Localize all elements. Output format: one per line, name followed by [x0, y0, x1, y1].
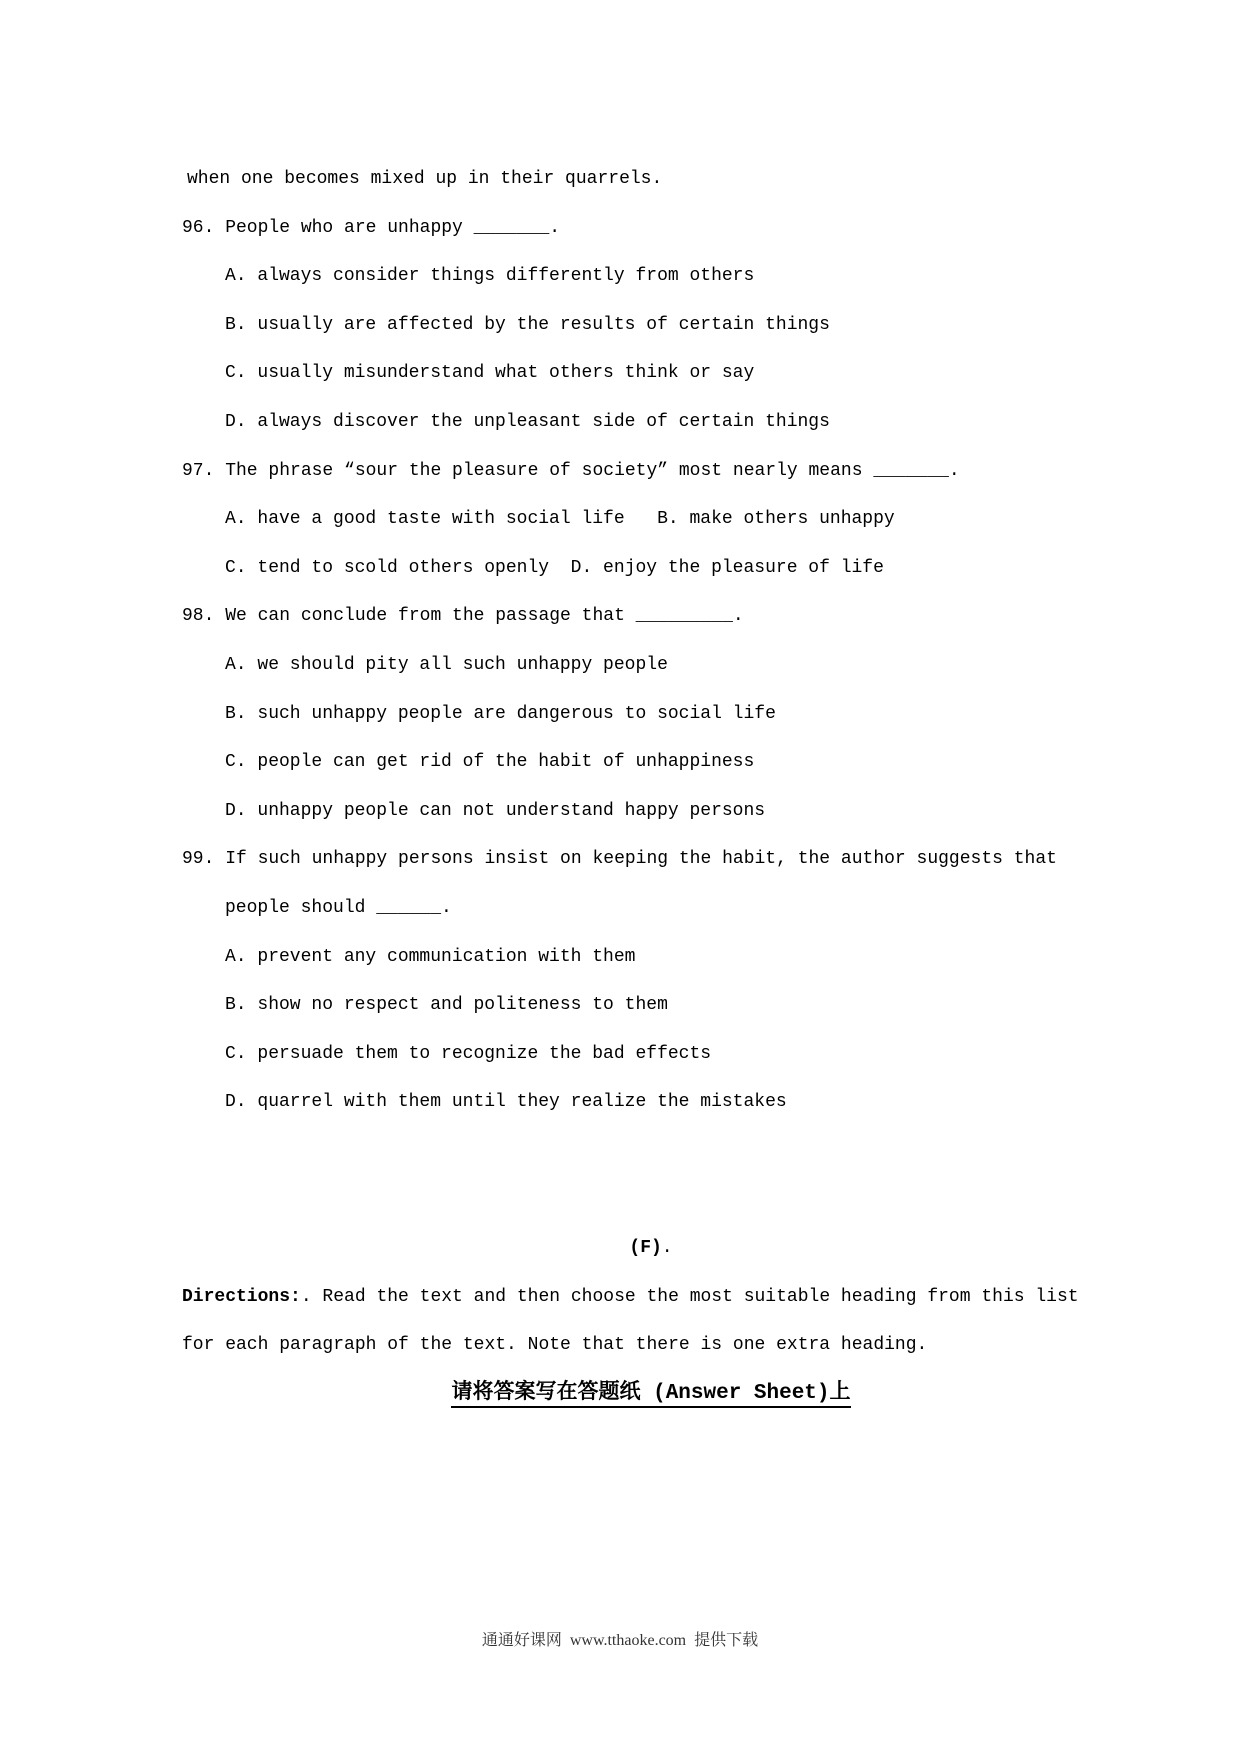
question-96-option-a: A. always consider things differently from others [225, 266, 755, 287]
question-98-option-a: A. we should pity all such unhappy people [225, 654, 668, 675]
question-99-option-a: A. prevent any communication with them [225, 946, 636, 967]
directions-text-1: . Read the text and then choose the most suitable heading from this list [300, 1286, 1079, 1307]
answer-sheet-notice [182, 1370, 1120, 1419]
section-f-period: . [661, 1238, 673, 1259]
exam-content [182, 155, 1120, 1418]
directions-label: Directions: [182, 1286, 301, 1307]
directions-line-1 [182, 1273, 1120, 1322]
directions-line-2: for each paragraph of the text. Note that there is one extra heading. [182, 1335, 928, 1356]
section-f-label: (F) [629, 1238, 662, 1259]
blank-line [182, 1175, 1120, 1224]
question-99-option-d: D. quarrel with them until they realize the mistakes [225, 1092, 787, 1113]
question-97-stem: 97. The phrase “sour the pleasure of society” most nearly means _______. [182, 460, 960, 481]
site-footer: 通通好课网 www.tthaoke.com 提供下载 [481, 1632, 759, 1649]
answer-sheet-notice-text: 请将答案写在答题纸 (Answer Sheet)上 [451, 1382, 850, 1408]
question-96-option-c: C. usually misunderstand what others think or say [225, 363, 755, 384]
question-98-option-b: B. such unhappy people are dangerous to social life [225, 703, 776, 724]
section-f-heading [182, 1224, 1120, 1273]
question-99-option-c: C. persuade them to recognize the bad effects [225, 1043, 712, 1064]
question-98-option-d: D. unhappy people can not understand happy persons [225, 800, 766, 821]
question-96-stem: 96. People who are unhappy _______. [182, 217, 561, 238]
question-96-option-d: D. always discover the unpleasant side of certain things [225, 411, 830, 432]
question-99-stem-continuation: people should ______. [225, 897, 452, 918]
question-97-options-cd: C. tend to scold others openly D. enjoy the pleasure of life [225, 557, 884, 578]
question-98-stem: 98. We can conclude from the passage that _________. [182, 606, 744, 627]
passage-tail-line: when one becomes mixed up in their quarrels. [187, 169, 663, 189]
blank-line [182, 1127, 1120, 1176]
question-96-option-b: B. usually are affected by the results of certain things [225, 314, 830, 335]
question-97-options-ab: A. have a good taste with social life B. make others unhappy [225, 509, 895, 530]
question-99-stem: 99. If such unhappy persons insist on keeping the habit, the author suggests that [182, 849, 1057, 870]
question-99-option-b: B. show no respect and politeness to them [225, 995, 668, 1016]
question-98-option-c: C. people can get rid of the habit of unhappiness [225, 752, 755, 773]
